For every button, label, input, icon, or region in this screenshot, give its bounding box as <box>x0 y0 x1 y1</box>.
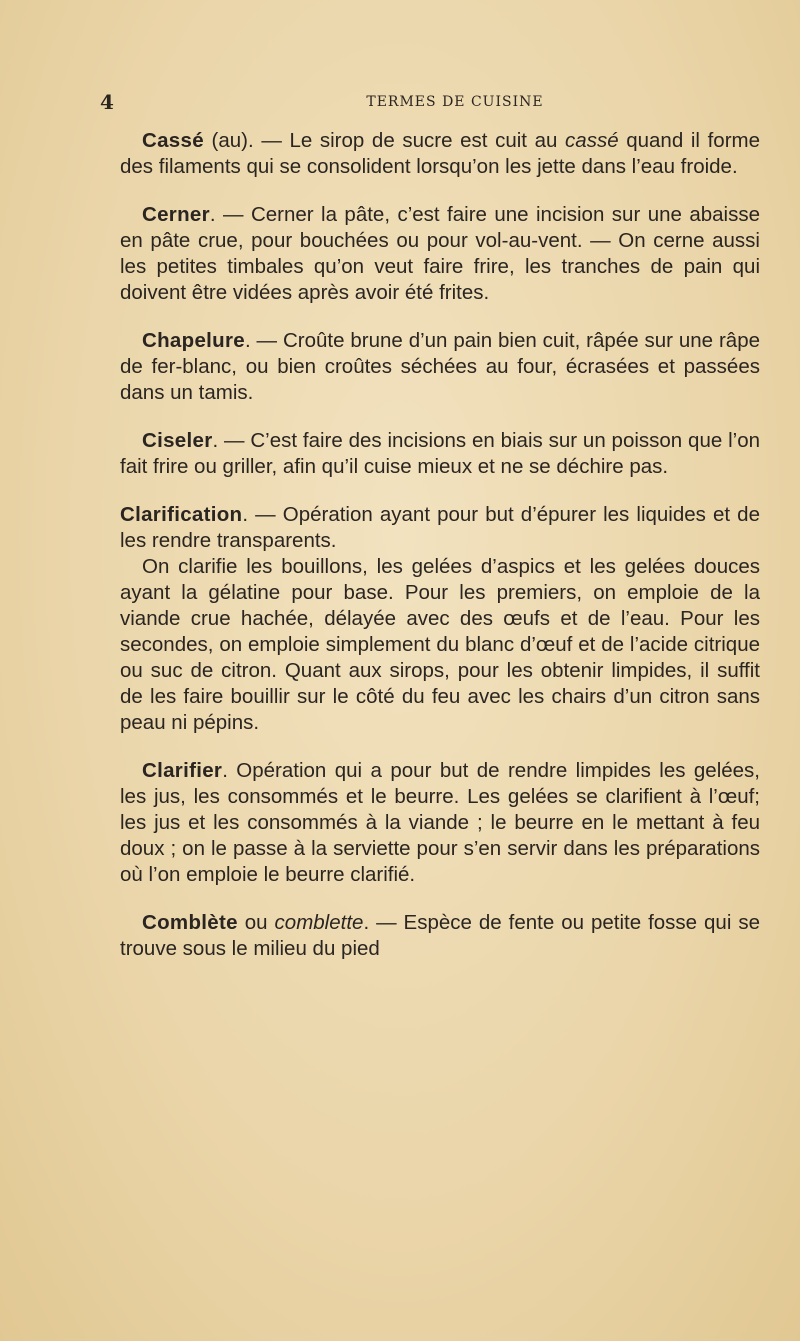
page-number: 4 <box>100 90 114 114</box>
entry-term: Clarifier <box>142 759 223 782</box>
entry-text: . — Cerner la pâte, c’est faire une incision sur une abaisse en pâte crue, pour bouchées ou pour vol-au-vent. — On cerne aussi les petites timbales qu’on veut faire frire, les tranches de pain qui doivent être vidées après avoir été frites. <box>120 203 760 304</box>
entry-italic: comblette <box>274 911 364 934</box>
entry-text: . — Opération ayant pour but d’épurer les liquides et de les rendre transparents. <box>120 503 760 552</box>
entry-text: . — C’est faire des incisions en biais sur un poisson que l’on fait frire ou griller, afin qu’il cuise mieux et ne se déchire pas. <box>120 429 760 478</box>
entry-term: Chapelure <box>142 329 245 352</box>
entry-text: . — Espèce de fente ou petite fosse qui se trouve sous le milieu du pied <box>120 911 761 960</box>
entry-clarification <box>120 502 760 736</box>
entry-text: . Opération qui a pour but de rendre limpides les gelées, les jus, les consommés et le beurre. Les gelées se clarifient à l’œuf; les jus et les consommés à la viande ; le beurre en le mettant à feu doux ; on le passe à la serviette pour s’en servir dans les préparations où l’on emploie le beurre clarifié. <box>120 759 760 886</box>
entry-continuation: On clarifie les bouillons, les gelées d’aspics et les gelées douces ayant la gélatine pour base. Pour les premiers, on emploie de la viande crue hachée, délayée avec des œufs et de l’eau. Pour les secondes, on emploie simplement du blanc d’œuf et de l’acide citrique ou suc de citron. Quant aux sirops, pour les obtenir limpides, il suffit de les faire bouillir sur le côté du feu avec les chairs d’un citron sans peau ni pépins. <box>120 555 760 734</box>
entry-clarifier <box>120 758 760 888</box>
entry-combletе <box>120 910 760 962</box>
entry-term: Cassé <box>142 129 204 152</box>
entry-text: . — Croûte brune d’un pain bien cuit, râpée sur une râpe de fer-blanc, ou bien croûtes séchées au four, écrasées et passées dans un tamis. <box>120 329 760 404</box>
page-header <box>100 90 760 128</box>
entry-term: Cerner <box>142 203 210 226</box>
entry-chapelure <box>120 328 760 406</box>
entry-ciseler <box>120 428 760 480</box>
entry-casse <box>120 128 760 180</box>
book-page <box>100 90 761 1270</box>
entry-term: Ciseler <box>142 429 213 452</box>
entry-italic: cassé <box>565 129 619 152</box>
entry-cerner <box>120 202 760 306</box>
entry-text: (au). — Le sirop de sucre est cuit au <box>203 129 566 152</box>
entry-text: quand il forme des filaments qui se consolident lorsqu’on les jette dans l’eau froide. <box>120 129 760 178</box>
entry-term: Clarification <box>120 503 243 526</box>
running-title: TERMES DE CUISINE <box>366 94 544 110</box>
entry-term: Comblète <box>142 911 238 934</box>
entry-text: ou <box>237 911 275 934</box>
